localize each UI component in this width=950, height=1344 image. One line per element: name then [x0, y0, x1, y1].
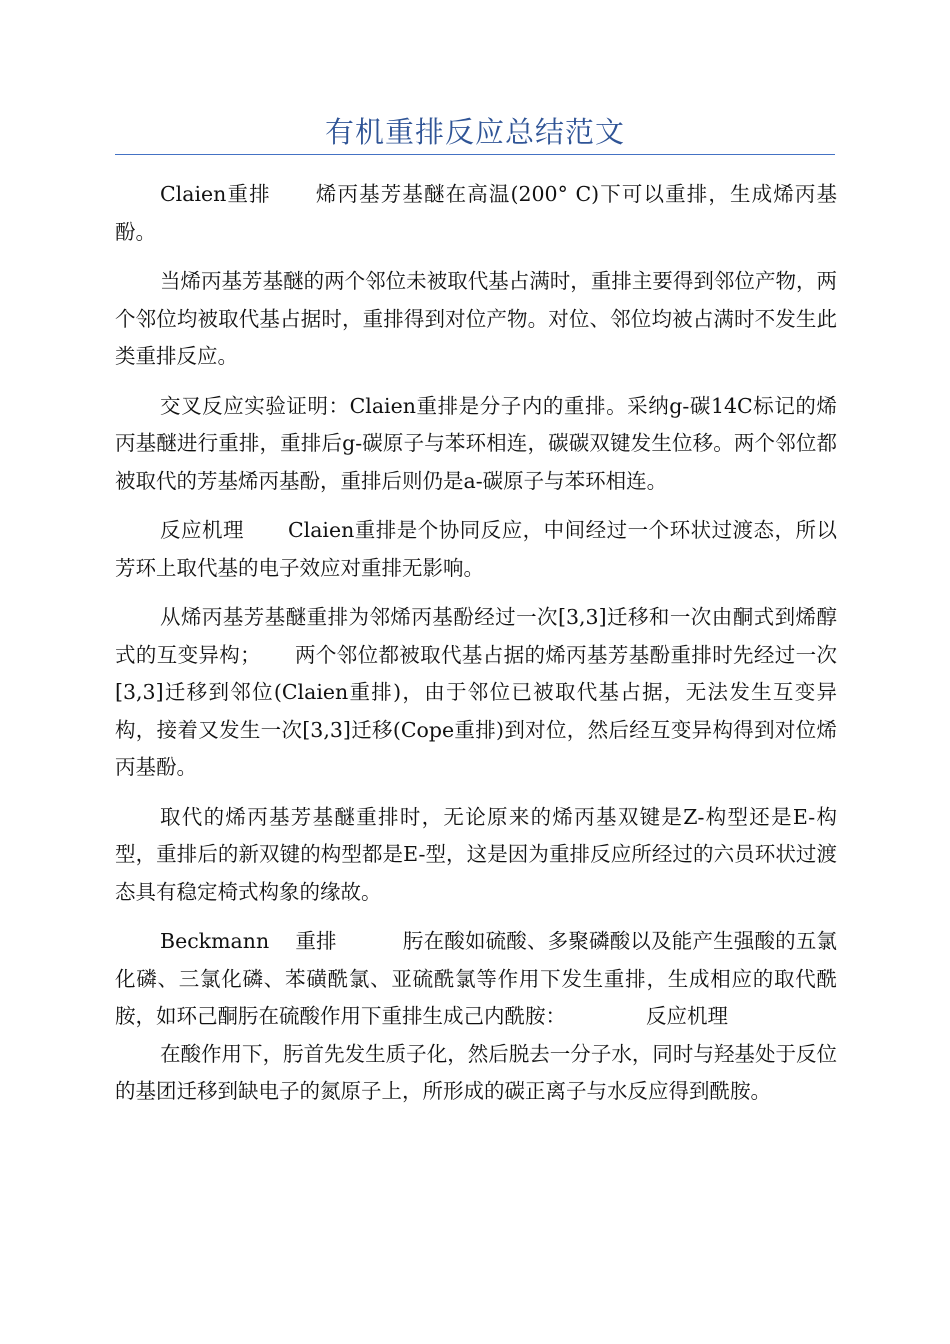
paragraph-text: 当烯丙基芳基醚的两个邻位未被取代基占满时，重排主要得到邻位产物，两个邻位均被取代基占据时，重排得到对位产物。对位、邻位均被占满时不发生此类重排反应。: [115, 269, 837, 368]
paragraph-text: 肟在酸如硫酸、多聚磷酸以及能产生强酸的五氯化磷、三氯化磷、苯磺酰氯、亚硫酰氯等作用下发生重排，生成相应的取代酰胺，如环己酮肟在硫酸作用下重排生成己内酰胺：: [115, 929, 838, 1028]
section-heading-beckmann-suffix: 重排: [295, 929, 337, 953]
paragraph-claisen-intro: [115, 176, 837, 251]
paragraph-text-continued: 两个邻位都被取代基占据的烯丙基芳基酚重排时先经过一次[3,3]迁移到邻位(Claien重排)，由于邻位已被取代基占据，无法发生互变异构，接着又发生一次[3,3]迁移(Cope重排)到对位，然后经互变异构得到对位烯丙基酚。: [115, 642, 837, 779]
paragraph-text: 烯丙基芳基醚在高温(200° C)下可以重排，生成烯丙基酚。: [115, 182, 838, 244]
paragraph-sigmatropic-shifts: [115, 599, 837, 787]
paragraph-ortho-para: [115, 263, 837, 376]
paragraph-text: 从烯丙基芳基醚重排为邻烯丙基酚经过一次[3,3]迁移和一次由酮式到烯醇式的互变异构；: [115, 605, 837, 667]
document-body: [115, 176, 837, 1123]
section-heading-beckmann: Beckmann: [160, 929, 270, 953]
paragraph-mechanism: [115, 512, 837, 587]
paragraph-text: 交叉反应实验证明：Claien重排是分子内的重排。采纳g-碳14C标记的烯丙基醚进行重排，重排后g-碳原子与苯环相连，碳碳双键发生位移。两个邻位都被取代的芳基烯丙基酚，重排后则仍是a-碳原子与苯环相连。: [115, 393, 837, 493]
section-heading-mechanism: 反应机理: [160, 518, 244, 542]
paragraph-text: 取代的烯丙基芳基醚重排时，无论原来的烯丙基双键是Z-构型还是E-构型，重排后的新双键的构型都是E-型，这是因为重排反应所经过的六员环状过渡态具有稳定椅式构象的缘故。: [115, 804, 837, 904]
section-heading-beckmann-mechanism: 反应机理: [646, 1004, 728, 1028]
title-underline: [115, 154, 835, 155]
document-title: 有机重排反应总结范文: [324, 115, 625, 149]
paragraph-text: Claien重排是个协同反应，中间经过一个环状过渡态，所以芳环上取代基的电子效应对重排无影响。: [115, 518, 838, 580]
paragraph-double-bond-configuration: [115, 799, 837, 912]
paragraph-beckmann-mechanism: [115, 1036, 837, 1111]
paragraph-text: 在酸作用下，肟首先发生质子化，然后脱去一分子水，同时与羟基处于反位的基团迁移到缺电子的氮原子上，所形成的碳正离子与水反应得到酰胺。: [115, 1041, 837, 1103]
section-heading-claisen: Claien重排: [160, 182, 271, 206]
paragraph-crossover-experiment: [115, 388, 837, 501]
paragraph-beckmann-intro: [115, 923, 837, 1036]
